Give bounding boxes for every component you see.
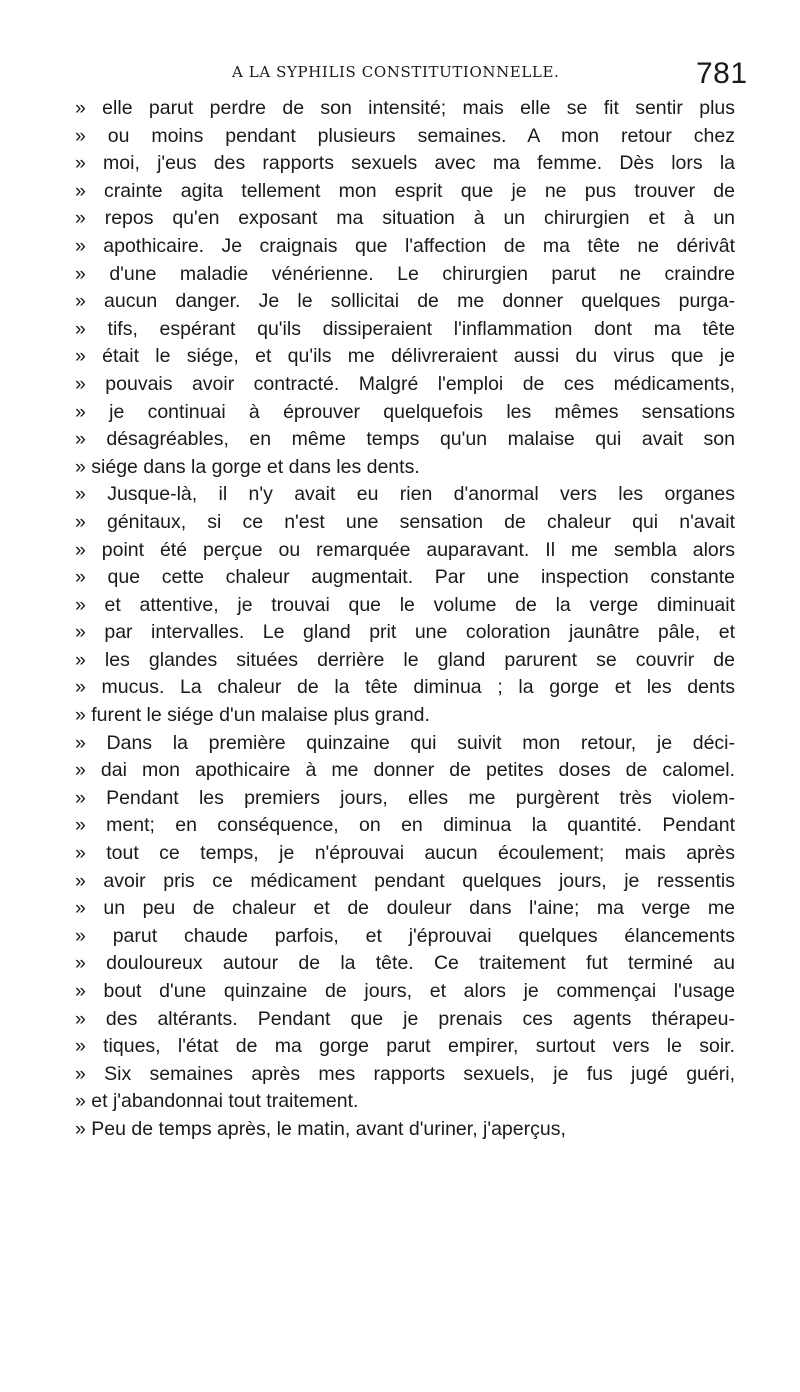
text-line bbox=[75, 978, 735, 1006]
text-line bbox=[75, 371, 735, 399]
text-line bbox=[75, 840, 735, 868]
line-text: » tifs, espérant qu'ils dissiperaient l'inflammation dont ma tête bbox=[75, 317, 735, 340]
text-line bbox=[75, 923, 735, 951]
line-text: » par intervalles. Le gland prit une coloration jaunâtre pâle, et bbox=[75, 621, 735, 644]
line-text: » crainte agita tellement mon esprit que je ne pus trouver de bbox=[75, 179, 735, 202]
line-text: » repos qu'en exposant ma situation à un chirurgien et à un bbox=[75, 207, 735, 230]
line-text: » et attentive, je trouvai que le volume de la verge diminuait bbox=[75, 593, 735, 616]
text-line bbox=[75, 150, 735, 178]
text-line bbox=[75, 730, 735, 758]
text-line bbox=[75, 868, 735, 896]
text-line bbox=[75, 1061, 735, 1089]
line-text: » siége dans la gorge et dans les dents. bbox=[75, 455, 420, 478]
text-line bbox=[75, 619, 735, 647]
line-text: » douloureux autour de la tête. Ce traitement fut terminé au bbox=[75, 952, 735, 975]
line-text: » Peu de temps après, le matin, avant d'uriner, j'aperçus, bbox=[75, 1117, 566, 1140]
line-text: » désagréables, en même temps qu'un malaise qui avait son bbox=[75, 428, 735, 451]
text-line bbox=[75, 205, 735, 233]
text-line bbox=[75, 702, 735, 730]
line-text: » Pendant les premiers jours, elles me purgèrent très violem- bbox=[75, 786, 735, 809]
line-text: » Dans la première quinzaine qui suivit mon retour, je déci- bbox=[75, 731, 735, 754]
line-text: » Six semaines après mes rapports sexuels, je fus jugé guéri, bbox=[75, 1062, 735, 1085]
line-text: » ou moins pendant plusieurs semaines. A mon retour chez bbox=[75, 124, 735, 147]
text-line bbox=[75, 1116, 735, 1144]
line-text: » ment; en conséquence, on en diminua la quantité. Pendant bbox=[75, 814, 735, 837]
text-line bbox=[75, 757, 735, 785]
text-line bbox=[75, 233, 735, 261]
text-line bbox=[75, 509, 735, 537]
line-text: » tout ce temps, je n'éprouvai aucun écoulement; mais après bbox=[75, 842, 735, 865]
line-text: » Jusque-là, il n'y avait eu rien d'anormal vers les organes bbox=[75, 483, 735, 506]
line-text: » et j'abandonnai tout traitement. bbox=[75, 1090, 359, 1113]
text-line bbox=[75, 95, 735, 123]
text-line bbox=[75, 812, 735, 840]
text-line bbox=[75, 454, 735, 482]
line-text: » dai mon apothicaire à me donner de petites doses de calomel. bbox=[75, 759, 735, 782]
text-line bbox=[75, 564, 735, 592]
text-line bbox=[75, 343, 735, 371]
line-text: » je continuai à éprouver quelquefois les mêmes sensations bbox=[75, 400, 735, 423]
text-line bbox=[75, 592, 735, 620]
line-text: » avoir pris ce médicament pendant quelques jours, je ressentis bbox=[75, 869, 735, 892]
text-line bbox=[75, 426, 735, 454]
text-line bbox=[75, 261, 735, 289]
line-text: » furent le siége d'un malaise plus grand. bbox=[75, 704, 430, 727]
line-text: » que cette chaleur augmentait. Par une inspection constante bbox=[75, 566, 735, 589]
line-text: » des altérants. Pendant que je prenais ces agents thérapeu- bbox=[75, 1007, 735, 1030]
line-text: » moi, j'eus des rapports sexuels avec ma femme. Dès lors la bbox=[75, 152, 735, 175]
running-title: A LA SYPHILIS CONSTITUTIONNELLE. bbox=[232, 63, 560, 81]
line-text: » pouvais avoir contracté. Malgré l'emploi de ces médicaments, bbox=[75, 372, 735, 395]
line-text: » point été perçue ou remarquée auparavant. Il me sembla alors bbox=[75, 538, 735, 561]
line-text: » génitaux, si ce n'est une sensation de chaleur qui n'avait bbox=[75, 510, 735, 533]
line-text: » apothicaire. Je craignais que l'affection de ma tête ne dérivât bbox=[75, 234, 735, 257]
text-line bbox=[75, 647, 735, 675]
text-line bbox=[75, 316, 735, 344]
line-text: » bout d'une quinzaine de jours, et alors je commençai l'usage bbox=[75, 980, 735, 1002]
page-number: 781 bbox=[696, 57, 748, 90]
text-line bbox=[75, 1033, 735, 1061]
text-line bbox=[75, 1006, 735, 1034]
text-line bbox=[75, 785, 735, 813]
line-text: » aucun danger. Je le sollicitai de me donner quelques purga- bbox=[75, 290, 735, 313]
line-text: » tiques, l'état de ma gorge parut empirer, surtout vers le soir. bbox=[75, 1035, 735, 1058]
text-line bbox=[75, 481, 735, 509]
text-line bbox=[75, 1088, 735, 1116]
line-text: » d'une maladie vénérienne. Le chirurgien parut ne craindre bbox=[75, 262, 735, 285]
text-line bbox=[75, 950, 735, 978]
text-line bbox=[75, 674, 735, 702]
text-line bbox=[75, 288, 735, 316]
page-header bbox=[0, 57, 800, 97]
body-text bbox=[75, 95, 735, 1144]
line-text: » les glandes situées derrière le gland parurent se couvrir de bbox=[75, 648, 735, 671]
line-text: » mucus. La chaleur de la tête diminua ; la gorge et les dents bbox=[75, 676, 735, 699]
line-text: » elle parut perdre de son intensité; mais elle se fit sentir plus bbox=[75, 97, 735, 119]
line-text: » était le siége, et qu'ils me délivreraient aussi du virus que je bbox=[75, 345, 735, 368]
line-text: » un peu de chaleur et de douleur dans l'aine; ma verge me bbox=[75, 897, 735, 920]
text-line bbox=[75, 399, 735, 427]
text-line bbox=[75, 537, 735, 565]
text-line bbox=[75, 895, 735, 923]
line-text: » parut chaude parfois, et j'éprouvai quelques élancements bbox=[75, 924, 735, 947]
text-line bbox=[75, 123, 735, 151]
text-line bbox=[75, 178, 735, 206]
